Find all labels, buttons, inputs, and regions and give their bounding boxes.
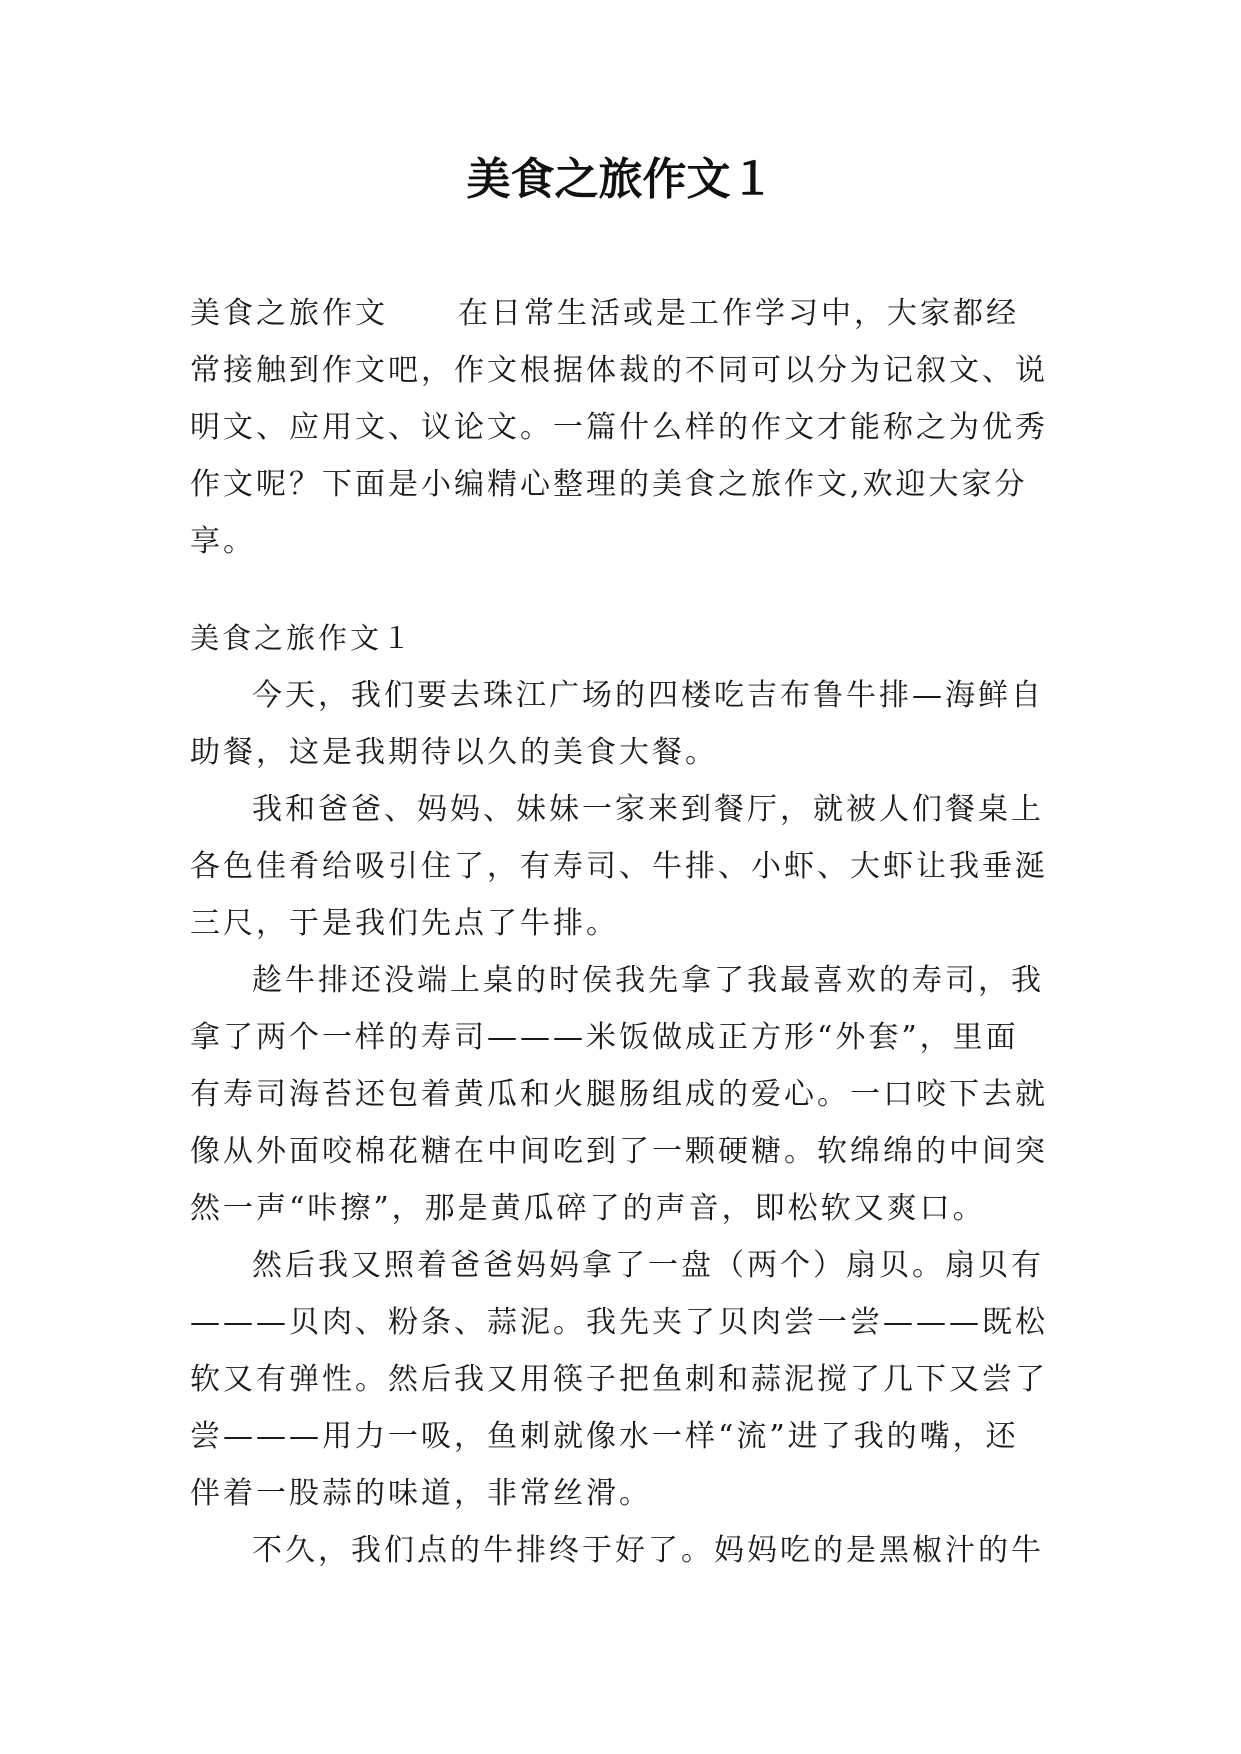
body-paragraph: 趁牛排还没端上桌的时侯我先拿了我最喜欢的寿司，我拿了两个一样的寿司———米饭做成正方形“外套”，里面有寿司海苔还包着黄瓜和火腿肠组成的爱心。一口咬下去就像从外面咬棉花糖在中间吃到了一颗硬糖。软绵绵的中间突然一声“咔擦”，那是黄瓜碎了的声音，即松软又爽口。 — [190, 963, 1048, 1226]
body-paragraph: 今天，我们要去珠江广场的四楼吃吉布鲁牛排—海鲜自助餐，这是我期待以久的美食大餐。 — [190, 678, 1044, 770]
document-body — [190, 285, 1050, 1579]
body-paragraph: 我和爸爸、妈妈、妹妹一家来到餐厅，就被人们餐桌上各色佳肴给吸引住了，有寿司、牛排、小虾、大虾让我垂涎三尺，于是我们先点了牛排。 — [190, 792, 1048, 941]
section-subtitle: 美食之旅作文１ — [190, 621, 415, 655]
intro-paragraph — [190, 285, 1050, 570]
document-title: 美食之旅作文１ — [466, 154, 775, 205]
intro-text: 在日常生活或是工作学习中，大家都经常接触到作文吧，作文根据体裁的不同可以分为记叙文、说明文、应用文、议论文。一篇什么样的作文才能称之为优秀作文呢？下面是小编精心整理的美食之旅作文,欢迎大家分享。 — [190, 296, 1048, 559]
body-paragraph: 然后我又照着爸爸妈妈拿了一盘（两个）扇贝。扇贝有———贝肉、粉条、蒜泥。我先夹了贝肉尝一尝———既松软又有弹性。然后我又用筷子把鱼刺和蒜泥搅了几下又尝了尝———用力一吸，鱼刺就像水一样“流”进了我的嘴，还伴着一股蒜的味道，非常丝滑。 — [190, 1248, 1048, 1511]
body-paragraph: 不久，我们点的牛排终于好了。妈妈吃的是黑椒汁的牛 — [252, 1533, 1044, 1568]
intro-label: 美食之旅作文 — [190, 296, 388, 331]
